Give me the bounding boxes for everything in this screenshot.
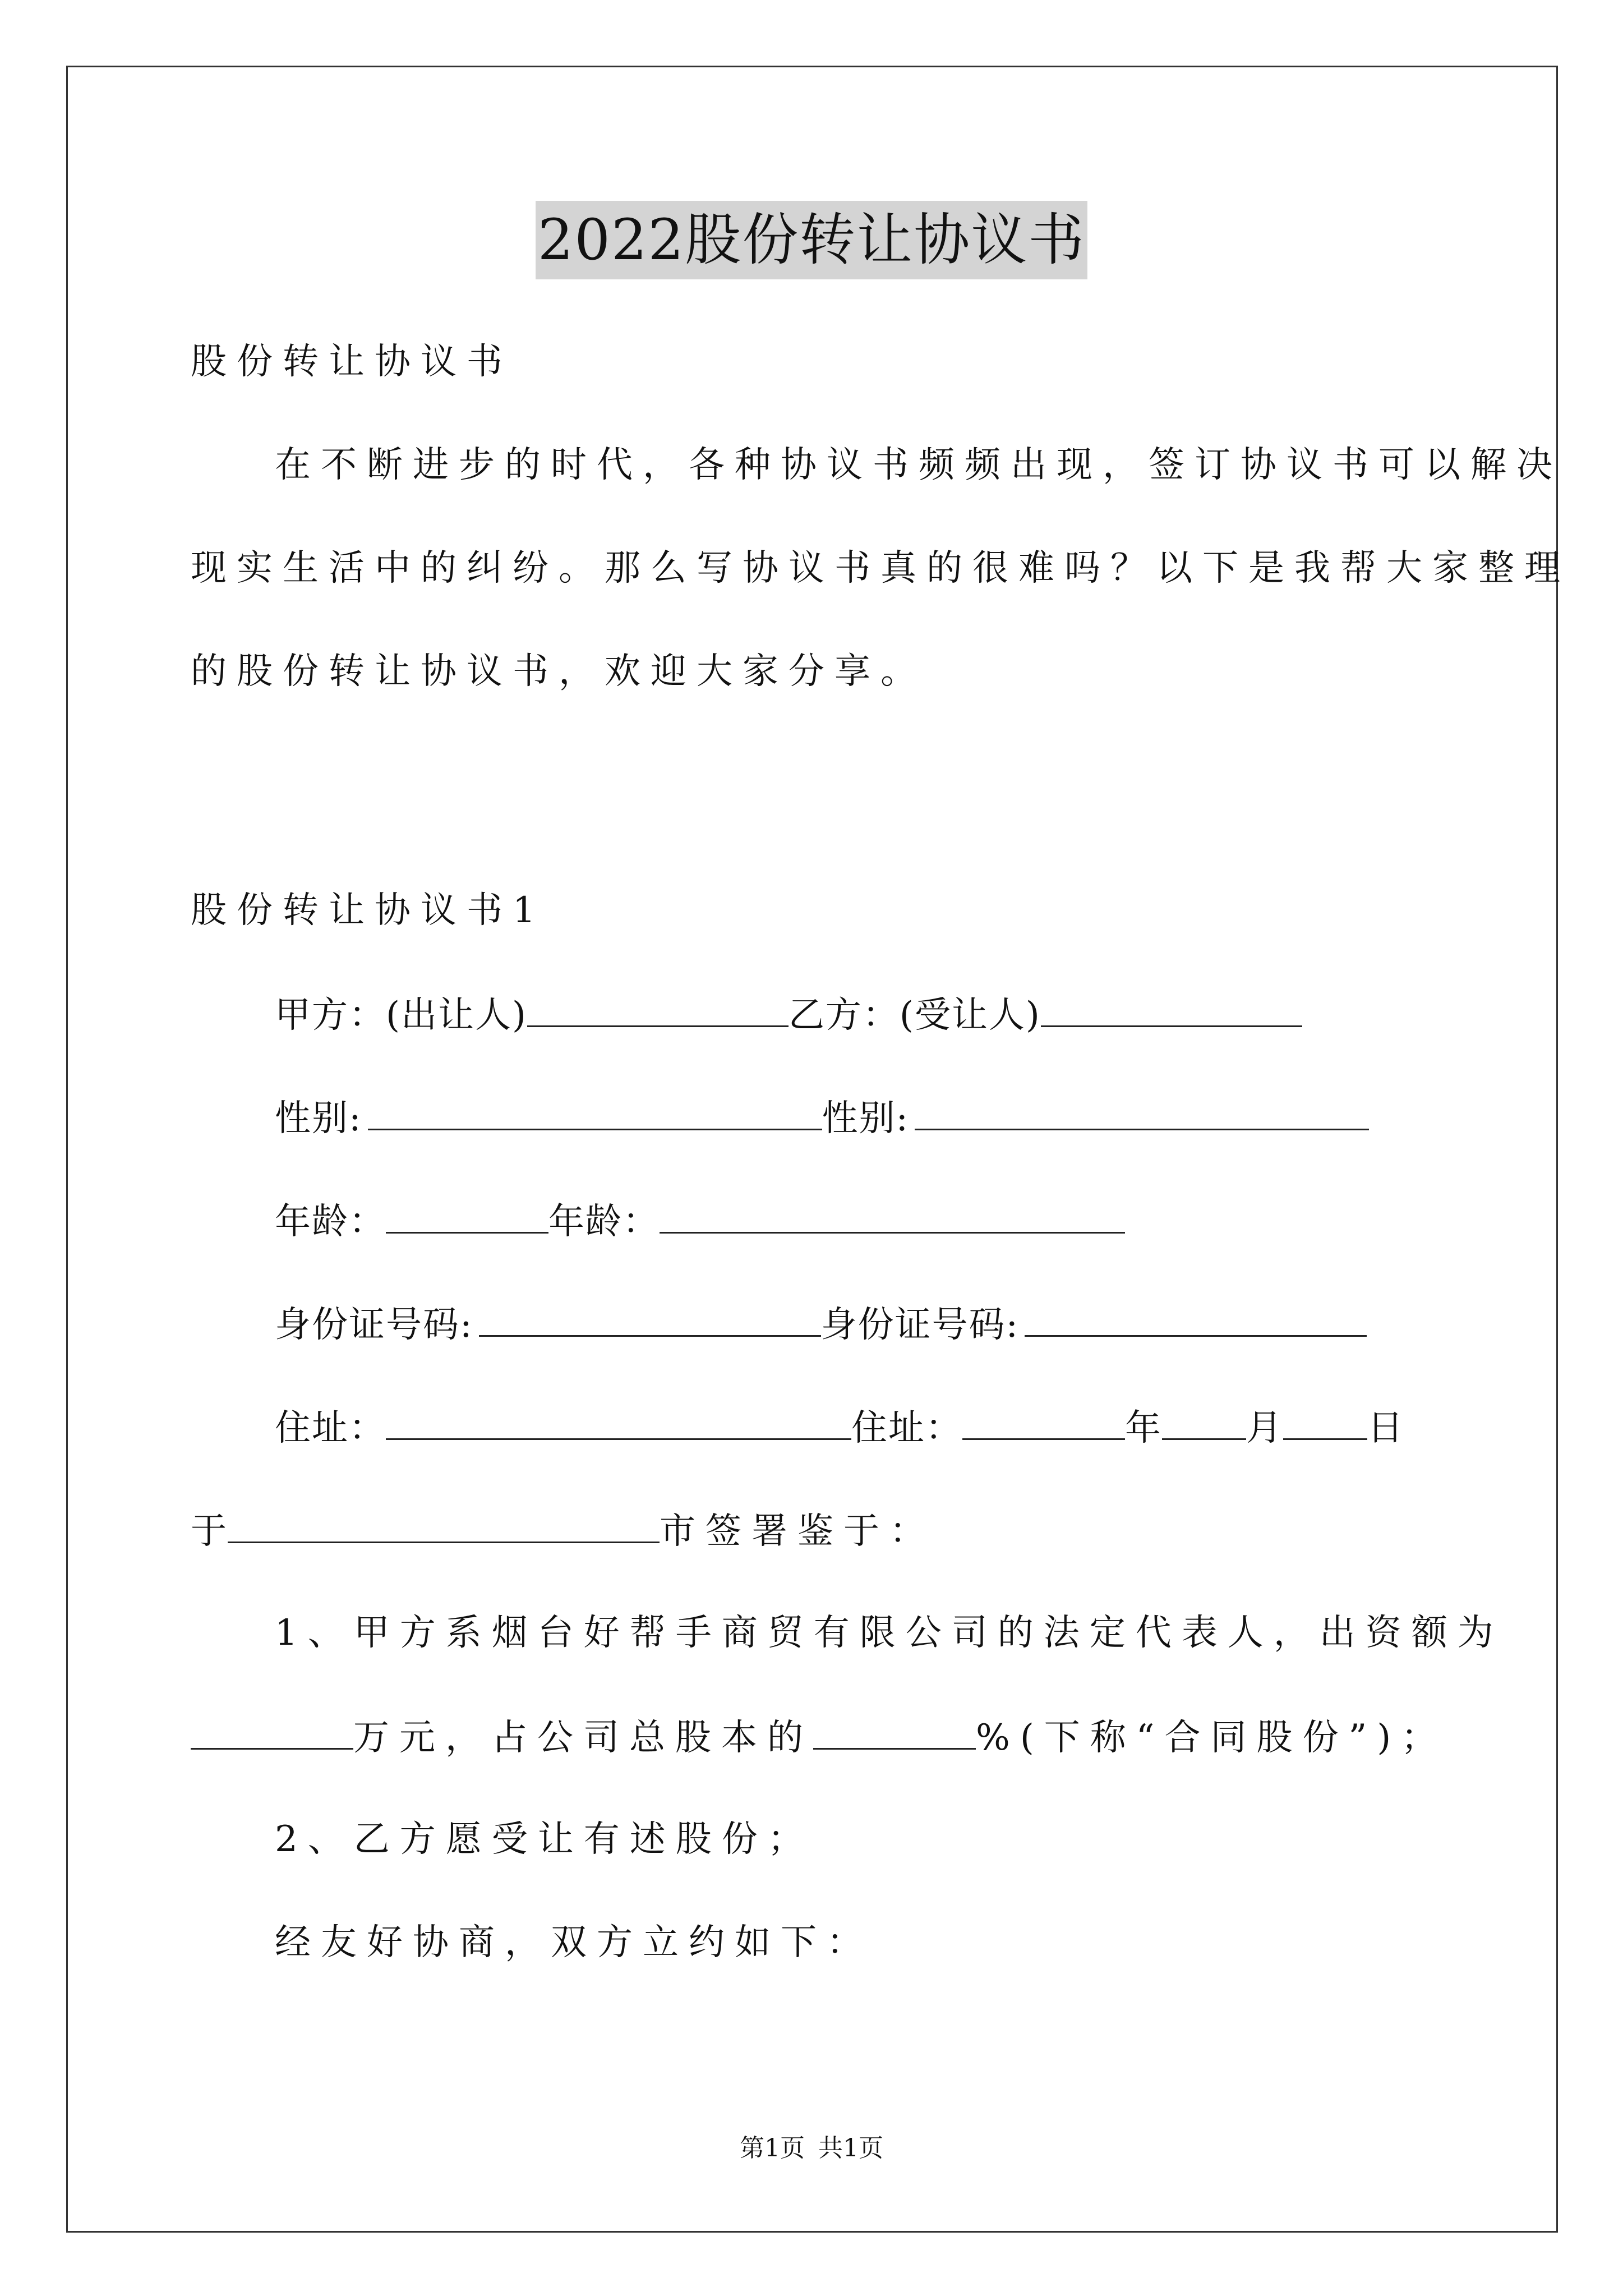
id-a-label: 身份证号码: (275, 1304, 473, 1346)
year-label: 年 (1125, 1407, 1162, 1449)
gender-b-blank[interactable] (915, 1092, 1369, 1130)
age-a-label: 年龄： (275, 1201, 386, 1243)
intro-line-1: 在不断进步的时代，各种协议书频频出现，签订协议书可以解决 (275, 444, 1562, 486)
city-blank[interactable] (228, 1504, 660, 1543)
city-sign-label: 市签署鉴于： (660, 1511, 935, 1552)
party-b-blank[interactable] (1041, 988, 1302, 1027)
id-a-blank[interactable] (479, 1298, 821, 1337)
percent-blank[interactable] (813, 1711, 976, 1750)
page-border (66, 66, 1558, 2233)
clause-1-line-1: 1、甲方系烟台好帮手商贸有限公司的法定代表人，出资额为 (275, 1612, 1504, 1654)
party-a-blank[interactable] (527, 988, 789, 1027)
party-row (275, 988, 1302, 1041)
party-a-label: 甲方：(出让人) (275, 995, 527, 1036)
month-label: 月 (1246, 1407, 1283, 1449)
capital-blank[interactable] (191, 1711, 353, 1750)
day-label: 日 (1367, 1407, 1404, 1449)
percent-end-text: %(下称“合同股份”)； (976, 1717, 1447, 1759)
city-row (191, 1504, 935, 1557)
page-number: 第1页 (740, 2134, 805, 2162)
month-blank[interactable] (1162, 1401, 1246, 1440)
agreement-intro: 经友好协商，双方立约如下： (275, 1922, 873, 1963)
document-heading: 股份转让协议书 (191, 341, 513, 383)
gender-b-label: 性别: (822, 1098, 910, 1139)
id-row (275, 1298, 1367, 1350)
title-container (0, 201, 1623, 279)
document-title: 2022股份转让协议书 (536, 201, 1088, 279)
address-a-blank[interactable] (386, 1401, 851, 1440)
age-row (275, 1195, 1125, 1247)
day-blank[interactable] (1283, 1401, 1367, 1440)
address-b-label: 住址： (851, 1407, 962, 1449)
at-label: 于 (191, 1511, 228, 1552)
section-title: 股份转让协议书1 (191, 890, 546, 931)
gender-a-blank[interactable] (368, 1092, 822, 1130)
year-blank[interactable] (962, 1401, 1125, 1440)
page-total: 共1页 (818, 2134, 883, 2162)
intro-line-3: 的股份转让协议书，欢迎大家分享。 (191, 651, 926, 692)
intro-line-2: 现实生活中的纠纷。那么写协议书真的很难吗？以下是我帮大家整理 (191, 547, 1570, 589)
id-b-label: 身份证号码: (820, 1304, 1020, 1346)
page-footer (0, 2132, 1623, 2165)
gender-a-label: 性别: (275, 1098, 362, 1139)
age-a-blank[interactable] (386, 1195, 548, 1234)
address-a-label: 住址： (275, 1407, 386, 1449)
address-row (275, 1401, 1404, 1453)
gender-row (275, 1092, 1369, 1144)
clause-1-line-2 (191, 1711, 1447, 1763)
id-b-blank[interactable] (1025, 1298, 1367, 1337)
capital-mid-text: 万元，占公司总股本的 (353, 1717, 813, 1759)
party-b-label: 乙方：(受让人) (788, 995, 1041, 1036)
age-b-label: 年龄： (548, 1201, 660, 1243)
clause-2: 2、乙方愿受让有述股份； (275, 1819, 814, 1860)
age-b-blank[interactable] (660, 1195, 1125, 1234)
